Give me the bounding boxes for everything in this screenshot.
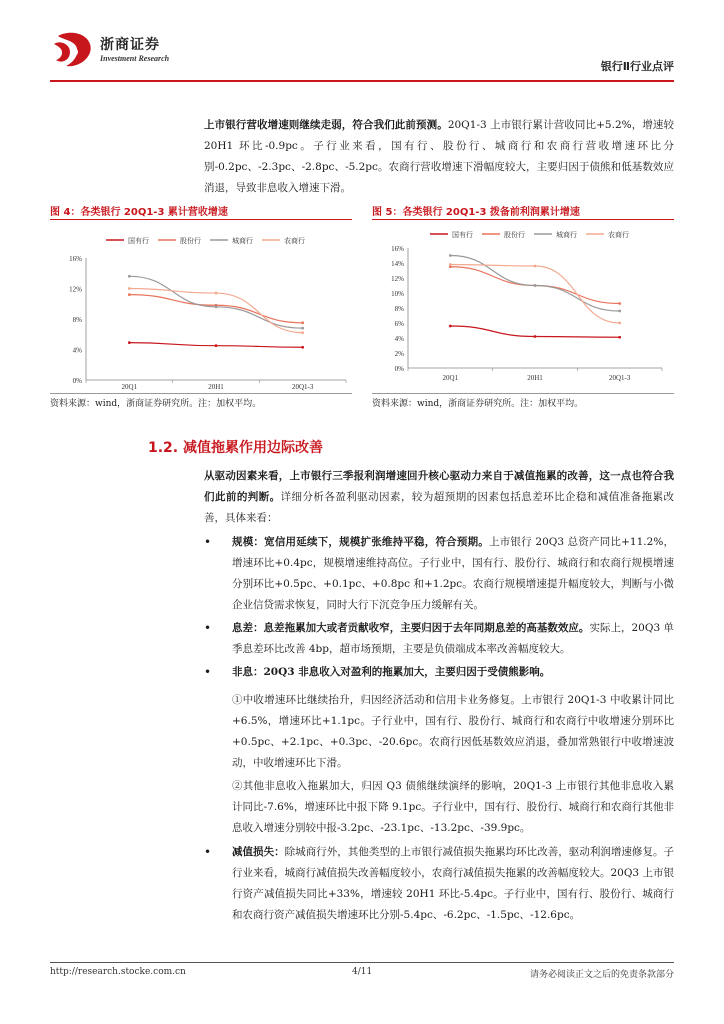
y-tick-label: 8% — [72, 316, 82, 324]
figure4-bottom-rule — [50, 393, 352, 394]
bullet-margin-lead: 息差：息差拖累加大或者贡献收窄，主要归因于去年同期息差的高基数效应。 — [232, 622, 590, 634]
bullet-margin-body: 实际上，20Q3 单季息差环比改善 4bp，超市场预期，主要是负债端成本率改善幅度较大。 — [232, 622, 674, 655]
data-point — [215, 292, 218, 295]
data-point — [128, 287, 131, 290]
section-intro-body: 详细分析各盈利驱动因素，较为超预期的因素包括息差环比企稳和减值准备拖累改善，具体来看： — [204, 491, 675, 524]
figure4-title: 图 4：各类银行 20Q1-3 累计营收增速 — [50, 207, 228, 218]
zheshang-logo-icon — [50, 30, 96, 70]
figure5-chart-svg — [372, 222, 674, 392]
y-tick-label: 14% — [391, 260, 404, 268]
y-tick-label: 2% — [394, 350, 404, 358]
data-point — [618, 322, 621, 325]
sub-item-fee-income: ①中收增速环比继续抬升，归因经济活动和信用卡业务修复。上市银行 20Q1-3 中收累计同比+6.5%，增速环比+1.1pc。子行业中，国有行、股份行、城商行和农商行中收增速分别环比+0.5pc、+2.1pc、+0.3pc、-20.6pc。农商行因低基数效应消退，叠加常熟银行中收增速波动，中收增速环比下滑。 — [232, 694, 674, 769]
data-point — [128, 275, 131, 278]
data-point — [618, 336, 621, 339]
y-tick-label: 12% — [69, 285, 82, 294]
y-tick-label: 16% — [391, 245, 404, 253]
brand-name-en: Investment Research — [100, 54, 170, 63]
bullet-scale — [232, 532, 674, 616]
x-tick-label: 20H1 — [208, 383, 224, 391]
data-point — [449, 325, 452, 328]
y-tick-label: 10% — [391, 290, 404, 298]
y-tick-label: 4% — [394, 335, 404, 343]
bullet-noninterest — [232, 662, 674, 683]
y-tick-label: 0% — [394, 365, 404, 373]
brand-name: 浙商证券 — [100, 37, 160, 53]
y-tick-label: 0% — [72, 377, 82, 385]
legend-label: 城商行 — [556, 231, 577, 239]
figure4-chart-svg — [50, 222, 352, 392]
data-point — [618, 302, 621, 305]
x-tick-label: 20Q1 — [442, 374, 459, 382]
y-tick-label: 4% — [72, 346, 82, 355]
data-point — [128, 341, 131, 344]
intro-paragraph — [204, 115, 674, 199]
bullet-marker: • — [204, 845, 212, 859]
legend-label: 股份行 — [504, 231, 525, 239]
bullet-scale-body: 上市银行 20Q3 总资产同比+11.2%，增速环比+0.4pc，规模增速维持高位。子行业中，国有行、股份行、城商行和农商行规模增速分别环比+0.5pc、+0.1pc、+0.8pc 和+1.2pc。农商行规模增速提升幅度较大，判断与小微企业信贷需求恢复，同时大行下沉竞争压力缓解有关。 — [232, 536, 674, 611]
legend-label: 农商行 — [608, 231, 629, 239]
data-point — [449, 254, 452, 257]
bullet-marker: • — [204, 535, 212, 549]
data-point — [301, 346, 304, 349]
figure4-source: 资料来源：wind，浙商证券研究所。注：加权平均。 — [50, 399, 262, 409]
intro-lead: 上市银行营收增速则继续走弱，符合我们此前预测。 — [204, 119, 448, 131]
legend-label: 国有行 — [128, 237, 149, 245]
figure5-title: 图 5：各类银行 20Q1-3 拨备前利润累计增速 — [372, 207, 580, 218]
series-line — [450, 265, 619, 324]
data-point — [301, 331, 304, 334]
y-tick-label: 16% — [69, 255, 82, 263]
page-header — [50, 30, 674, 78]
y-tick-label: 12% — [391, 275, 404, 283]
legend-label: 农商行 — [284, 237, 305, 245]
data-point — [534, 284, 537, 287]
figure4-title-rule — [50, 219, 352, 220]
sub-item-other-noninterest: ②其他非息收入拖累加大，归因 Q3 债熊继续演绎的影响，20Q1-3 上市银行其他非息收入累计同比-7.6%，增速环比中报下降 9.1pc。子行业中，国有行、股份行、城商行和农商行其他非息收入增速分别较中报-3.2pc、-23.1pc、-13.2pc、-39.9pc。 — [232, 780, 674, 834]
bullet-scale-lead: 规模：宽信用延续下，规模扩张维持平稳，符合预期。 — [232, 536, 490, 548]
bullet-noninterest-lead: 非息：20Q3 非息收入对盈利的拖累加大，主要归因于受债熊影响。 — [232, 666, 551, 678]
x-tick-label: 20H1 — [527, 374, 543, 382]
section-heading: 1.2. 减值拖累作用边际改善 — [148, 440, 323, 456]
bullet-margin — [232, 618, 674, 660]
footer-url[interactable]: http://research.stocke.com.cn — [50, 967, 186, 977]
series-line — [450, 256, 619, 312]
header-divider — [50, 80, 674, 82]
series-line — [129, 289, 302, 333]
data-point — [618, 310, 621, 313]
legend-label: 国有行 — [452, 231, 473, 239]
figure5-bottom-rule — [372, 393, 674, 394]
figure5-source: 资料来源：wind，浙商证券研究所。注：加权平均。 — [372, 399, 584, 409]
intro-body: 20Q1-3 上市银行累计营收同比+5.2%，增速较 20H1 环比-0.9pc。子行业来看，国有行、股份行、城商行和农商行营收增速环比分别-0.2pc、-2.3pc、-2.8pc、-5.2pc。农商行营收增速下滑幅度较大，主要归因于债熊和低基数效应消退，导致非息收入增速下滑。 — [204, 119, 674, 194]
page-number: 4/11 — [352, 967, 373, 977]
series-line — [129, 295, 302, 323]
legend-label: 股份行 — [180, 237, 201, 245]
bullet-impairment — [232, 842, 674, 926]
footer-divider — [50, 962, 674, 963]
data-point — [534, 335, 537, 338]
data-point — [534, 265, 537, 268]
figure5-title-rule — [372, 219, 674, 220]
bullet-impairment-lead: 减值损失： — [232, 846, 285, 858]
footer-disclaimer: 请务必阅读正文之后的免责条款部分 — [529, 970, 674, 980]
data-point — [215, 305, 218, 308]
bullet-impairment-body: 除城商行外，其他类型的上市银行减值损失拖累均环比改善，驱动利润增速修复。子行业来看，城商行减值损失改善幅度较小，农商行减值损失拖累的改善幅度较大。20Q3 上市银行资产减值损失同比+33%，增速较 20H1 环比-5.4pc。子行业中，国有行、股份行、城商行和农商行资产减值损失增速环比分别-5.4pc、-6.2pc、-1.5pc、-12.6pc。 — [232, 846, 675, 921]
report-category: 银行Ⅱ行业点评 — [600, 60, 674, 73]
x-tick-label: 20Q1-3 — [608, 374, 631, 382]
x-tick-label: 20Q1-3 — [291, 383, 314, 391]
x-tick-label: 20Q1 — [121, 383, 138, 391]
bullet-marker: • — [204, 665, 212, 679]
section-intro — [204, 466, 674, 529]
figure4-chart — [50, 222, 352, 396]
bullet-marker: • — [204, 621, 212, 635]
section-intro-lead: 从驱动因素来看，上市银行三季报利润增速回升核心驱动力来自于减值拖累的改善，这一点也符合我们此前的判断。 — [204, 470, 674, 503]
data-point — [301, 327, 304, 330]
data-point — [215, 344, 218, 347]
data-point — [449, 263, 452, 266]
data-point — [301, 321, 304, 324]
figure5-chart — [372, 222, 674, 396]
y-tick-label: 6% — [394, 320, 404, 328]
y-tick-label: 8% — [394, 305, 404, 313]
data-point — [128, 293, 131, 296]
legend-label: 城商行 — [232, 237, 253, 245]
